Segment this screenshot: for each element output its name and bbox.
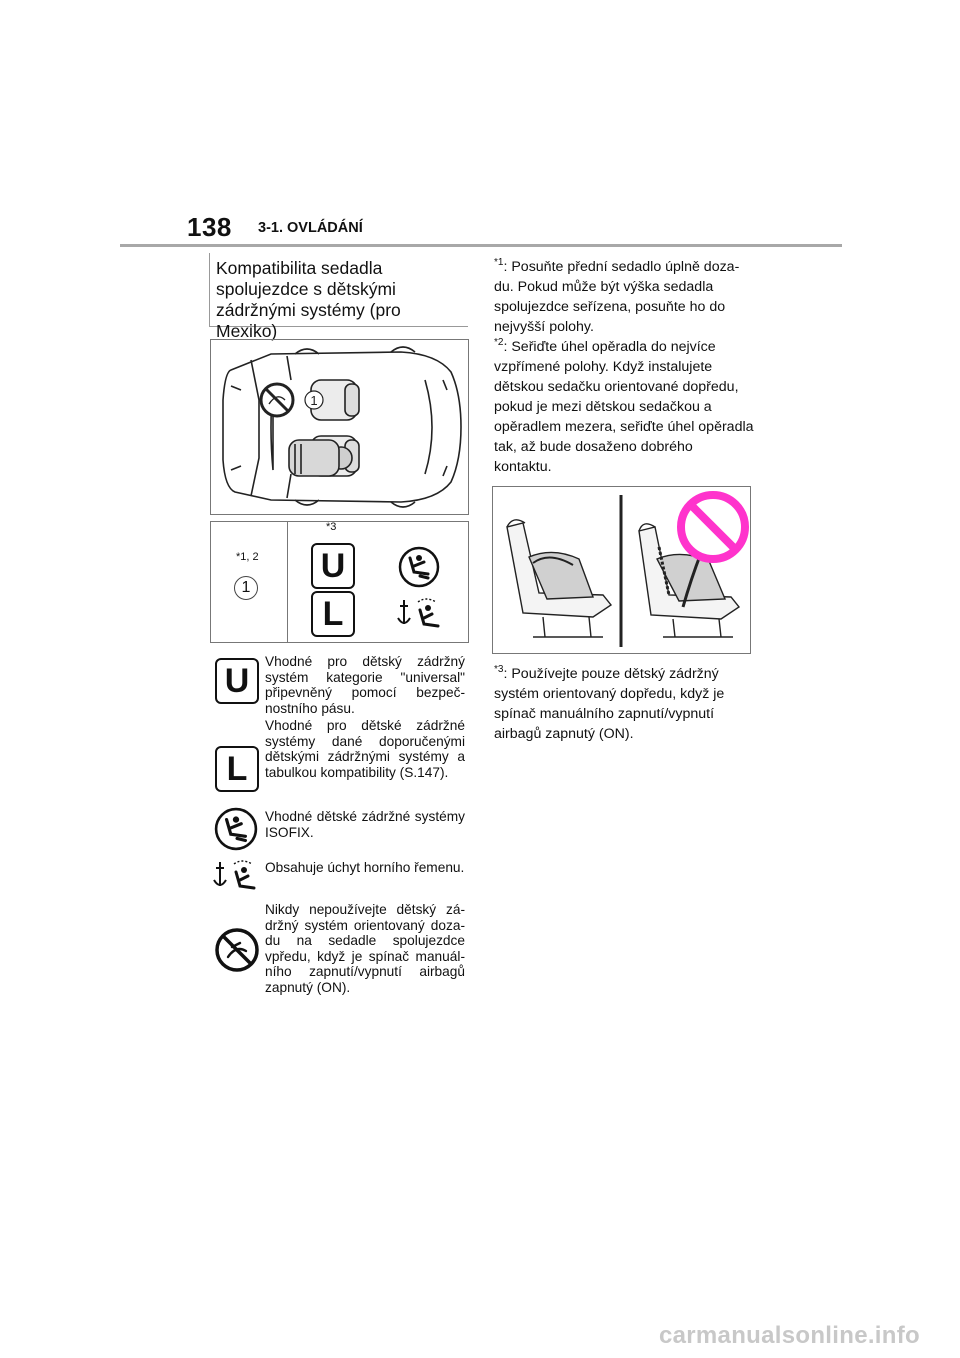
anchor-icon [396, 594, 444, 639]
desc-never-rear-facing: Nikdy nepoužívejte dětský zádržný systém orientovaný dozadu na sedadle spolujezdce vpředu, když je spínač manuálního zapnutí/vypnutí airbagů zapnutý (ON). [265, 902, 465, 995]
section-title: 3-1. OVLÁDÁNÍ [258, 220, 363, 236]
l-class-icon-legend: L [215, 746, 259, 792]
legend-table-divider [287, 521, 288, 643]
footnote-ref-1-2: *1, 2 [236, 551, 259, 563]
desc-isofix: Vhodné dětské zádržné systémy ISOFIX. [265, 809, 465, 840]
footnote-1 [494, 253, 754, 337]
footnote-3-mark: *3 [494, 664, 504, 675]
car-top-view-illustration [211, 340, 468, 514]
desc-universal: Vhodné pro dětský zádržný systém kategorie "universal" připevněný pomocí bezpečnostního pásu. [265, 654, 465, 716]
section-heading: Kompatibilita sedadla spolujezdce s dětskými zádržnými systémy (pro Mexiko) [216, 258, 401, 341]
isofix-icon [398, 546, 440, 593]
isofix-icon-legend [214, 807, 258, 856]
desc-l-class: Vhodné pro dětské zádržné systémy dané doporučenými dětskými zádržnými systémy a tabulkou kompatibility (S.147). [265, 718, 465, 780]
universal-u-icon-legend: U [215, 658, 259, 704]
seat-number-circle: 1 [234, 576, 258, 600]
footnote-ref-3: *3 [326, 521, 337, 533]
footnote-1-mark: *1 [494, 257, 504, 268]
footnote-2-mark: *2 [494, 337, 504, 348]
footnote-2-text: : Seřiďte úhel opěradla do nejvíce vzpřímené polohy. Když instalujete dětskou sedačku orientované dopředu, pokud je mezi dětskou sedačkou a opěradlem mezera, seřiďte úhel opěradla tak, až bude dosaženo dobrého kontaktu. [494, 339, 754, 475]
footnote-1-text: : Posuňte přední sedadlo úplně dozadu. Pokud může být výška sedadla spolujezdce seřízena, posuňte ho do nejvyšší polohy. [494, 259, 740, 335]
child-seat-backrest-illustration [493, 487, 750, 653]
footnote-2 [494, 333, 754, 477]
desc-top-tether: Obsahuje úchyt horního řemenu. [265, 860, 465, 875]
l-class-icon: L [311, 591, 355, 637]
footnote-3 [494, 660, 754, 744]
anchor-icon-legend [212, 856, 260, 901]
footnote-3-text: : Používejte pouze dětský zádržný systém orientovaný dopředu, když je spínač manuálního zapnutí/vypnutí airbagů zapnutý (ON). [494, 666, 725, 742]
watermark: carmanualsonline.info [658, 1322, 920, 1349]
prohibited-rear-facing-icon [214, 927, 260, 978]
car-seating-diagram [210, 339, 469, 515]
header-rule [120, 244, 842, 247]
universal-u-icon: U [311, 543, 355, 589]
seat-number-label: 1 [310, 393, 318, 408]
seat-adjustment-figure [492, 486, 751, 654]
page-number: 138 [187, 212, 232, 242]
